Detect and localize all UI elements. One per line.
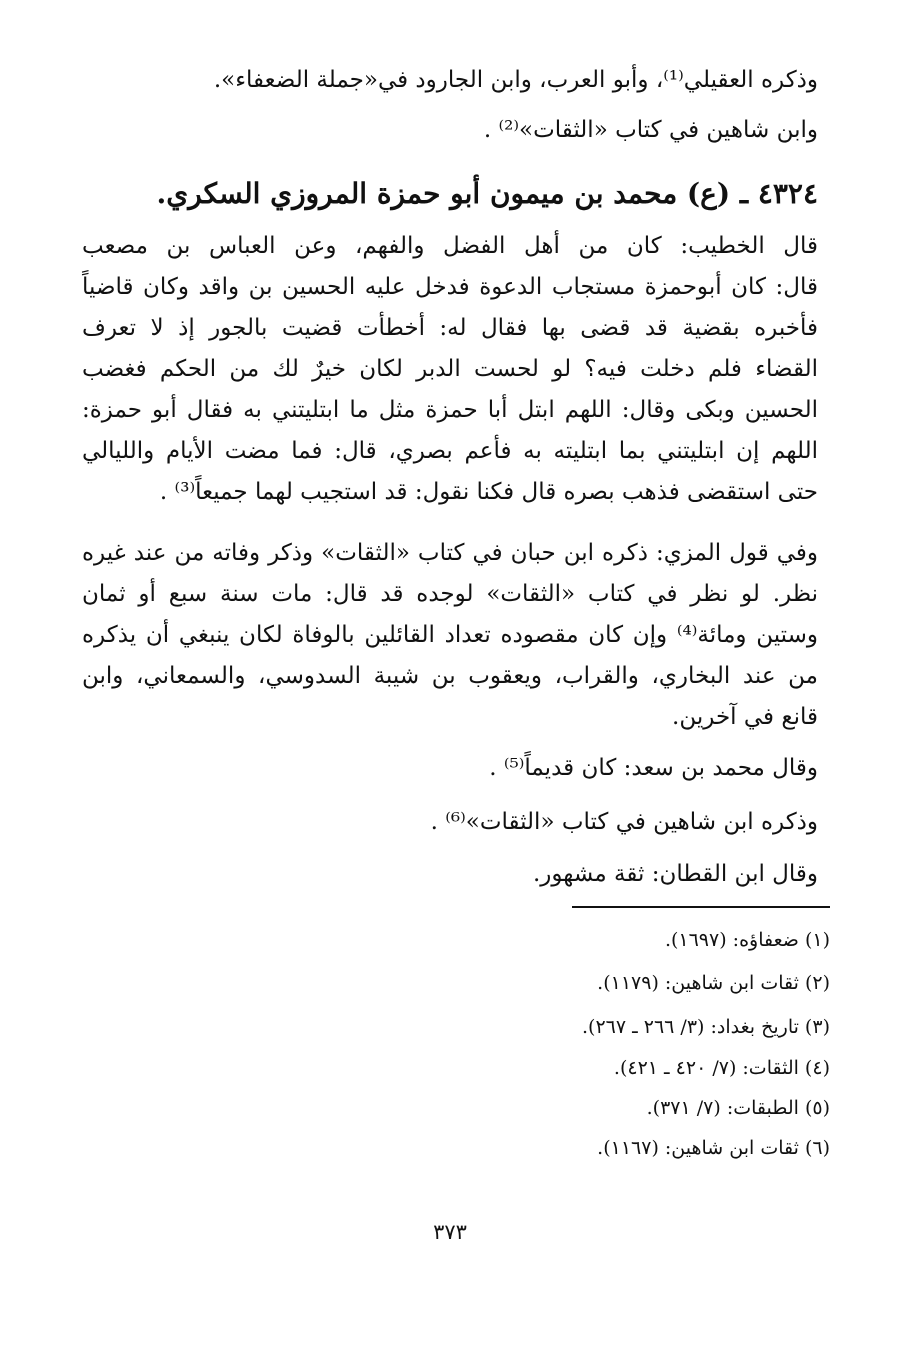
text-line-top-1: وذكره العقيلي⁽¹⁾، وأبو العرب، وابن الجارود في«جملة الضعفاء». [213,67,818,93]
text-line-qattan: وقال ابن القطان: ثقة مشهور. [532,861,818,887]
paragraph-line: قال: كان أبوحمزة مستجاب الدعوة فدخل عليه الحسين بن واقد وكان قاضياً [82,274,818,300]
paragraph-line: اللهم إن ابتليتني بما ابتليته به فأعم بصري، قال: فما مضت الأيام والليالي [82,438,818,464]
paragraph-line: وستين ومائة⁽⁴⁾ وإن كان مقصوده تعداد القائلين بالوفاة لكان ينبغي أن يذكره [82,622,818,648]
text-line-top-2: وابن شاهين في كتاب «الثقات»⁽²⁾ . [483,117,818,143]
paragraph-line: قال الخطيب: كان من أهل الفضل والفهم، وعن العباس بن مصعب [82,233,818,259]
paragraph-line: حتى استقضى فذهب بصره قال فكنا نقول: قد استجيب لهما جميعاً⁽³⁾ . [159,479,818,505]
text-line-shahin: وذكره ابن شاهين في كتاب «الثقات»⁽⁶⁾ . [430,809,818,835]
entry-heading: ٤٣٢٤ ـ (ع) محمد بن ميمون أبو حمزة المروزي السكري. [156,177,818,210]
paragraph-line: من عند البخاري، والقراب، ويعقوب بن شيبة السدوسي، والسمعاني، وابن [82,663,818,689]
footnote: (٢) ثقات ابن شاهين: (١١٧٩). [597,972,830,994]
footnote: (٣) تاريخ بغداد: (٣/ ٢٦٦ ـ ٢٦٧). [582,1016,830,1038]
paragraph-line: القضاء فلم دخلت فيه؟ لو لحست الدبر لكان خيرٌ لك من الحكم فغضب [82,356,818,382]
paragraph-line: الحسين وبكى وقال: اللهم ابتل أبا حمزة مثل ما ابتليتني به فقال أبو حمزة: [82,397,818,423]
paragraph-line: فأخبره بقضية قد قضى بها فقال له: أخطأت قضيت بالجور إذ لا تعرف [82,315,818,341]
footnote-separator [572,906,830,908]
footnote: (١) ضعفاؤه: (١٦٩٧). [664,929,830,951]
paragraph-line: قانع في آخرين. [672,704,818,730]
text-line-saad: وقال محمد بن سعد: كان قديماً⁽⁵⁾ . [489,755,818,781]
footnote: (٤) الثقات: (٧/ ٤٢٠ ـ ٤٢١). [613,1057,830,1079]
paragraph-line: نظر. لو نظر في كتاب «الثقات» لوجده قد قال: مات سنة سبع أو ثمان [82,581,819,607]
footnote: (٦) ثقات ابن شاهين: (١١٦٧). [597,1137,830,1159]
page-number: ٣٧٣ [433,1220,467,1244]
paragraph-line: وفي قول المزي: ذكره ابن حبان في كتاب «الثقات» وذكر وفاته من عند غيره [82,540,818,566]
footnote: (٥) الطبقات: (٧/ ٣٧١). [646,1097,830,1119]
